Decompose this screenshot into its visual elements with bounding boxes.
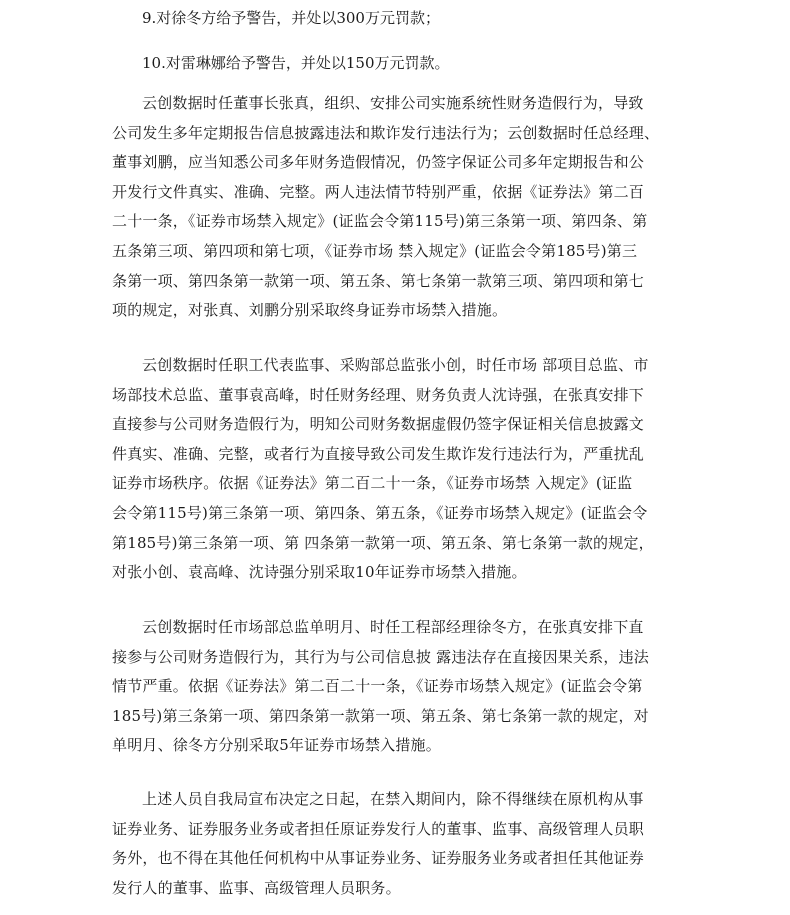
text-line: 务外，也不得在其他任何机构中从事证券业务、证券服务业务或者担任其他证券 bbox=[112, 849, 645, 868]
text-line: 项的规定，对张真、刘鹏分别采取终身证券市场禁入措施。 bbox=[112, 301, 508, 320]
text-line: 直接参与公司财务造假行为，明知公司财务数据虚假仍签字保证相关信息披露文 bbox=[112, 415, 645, 434]
penalty-item-9: 9.对徐冬方给予警告，并处以300万元罚款； bbox=[142, 9, 440, 27]
text-line: 对张小创、袁高峰、沈诗强分别采取10年证券市场禁入措施。 bbox=[112, 563, 527, 582]
penalty-item-10: 10.对雷琳娜给予警告，并处以150万元罚款。 bbox=[142, 54, 450, 72]
text-line: 场部技术总监、董事袁高峰，时任财务经理、财务负责人沈诗强，在张真安排下 bbox=[112, 385, 645, 404]
text-line: 证券业务、证券服务业务或者担任原证券发行人的董事、监事、高级管理人员职 bbox=[112, 819, 645, 838]
text-line: 公司发生多年定期报告信息披露违法和欺诈发行违法行为；云创数据时任总经理、 bbox=[112, 123, 660, 142]
text-line: 情节严重。依据《证券法》第二百二十一条，《证券市场禁入规定》(证监会令第 bbox=[112, 677, 643, 696]
text-line: 云创数据时任职工代表监事、采购部总监张小创，时任市场 部项目总监、市 bbox=[142, 356, 649, 374]
text-line: 接参与公司财务造假行为，其行为与公司信息披 露违法存在直接因果关系，违法 bbox=[112, 647, 649, 666]
paragraph-ban-scope bbox=[112, 785, 678, 903]
text-line: 证券市场秩序。依据《证券法》第二百二十一条，《证券市场禁 入规定》(证监 bbox=[112, 474, 633, 493]
text-line: 发行人的董事、监事、高级管理人员职务。 bbox=[112, 878, 401, 897]
text-line: 五条第三项、第四项和第七项，《证券市场 禁入规定》(证监会令第185号)第三 bbox=[112, 241, 638, 260]
text-line: 云创数据时任市场部总监单明月、时任工程部经理徐冬方，在张真安排下直 bbox=[142, 618, 644, 636]
text-line: 185号)第三条第一项、第四条第一款第一项、第五条、第七条第一款的规定，对 bbox=[112, 706, 649, 725]
text-line: 上述人员自我局宣布决定之日起，在禁入期间内，除不得继续在原机构从事 bbox=[142, 790, 644, 808]
text-line: 第185号)第三条第一项、第 四条第一款第一项、第五条、第七条第一款的规定， bbox=[112, 533, 654, 552]
text-line: 云创数据时任董事长张真，组织、安排公司实施系统性财务造假行为，导致 bbox=[142, 94, 644, 112]
text-line: 件真实、准确、完整，或者行为直接导致公司发生欺诈发行违法行为，严重扰乱 bbox=[112, 444, 645, 463]
paragraph-5-year-ban bbox=[112, 613, 678, 761]
text-line: 单明月、徐冬方分别采取5年证券市场禁入措施。 bbox=[112, 736, 441, 755]
text-line: 董事刘鹏，应当知悉公司多年财务造假情况，仍签字保证公司多年定期报告和公 bbox=[112, 153, 645, 172]
paragraph-10-year-ban bbox=[112, 351, 678, 588]
text-line: 会令第115号)第三条第一项、第四条、第五条，《证券市场禁入规定》(证监会令 bbox=[112, 503, 648, 522]
paragraph-lifetime-ban bbox=[112, 89, 678, 326]
text-line: 开发行文件真实、准确、完整。两人违法情节特别严重，依据《证券法》第二百 bbox=[112, 182, 645, 201]
text-line: 条第一项、第四条第一款第一项、第五条、第七条第一款第三项、第四项和第七 bbox=[112, 271, 645, 290]
text-line: 二十一条，《证券市场禁入规定》(证监会令第115号)第三条第一项、第四条、第 bbox=[112, 212, 648, 231]
